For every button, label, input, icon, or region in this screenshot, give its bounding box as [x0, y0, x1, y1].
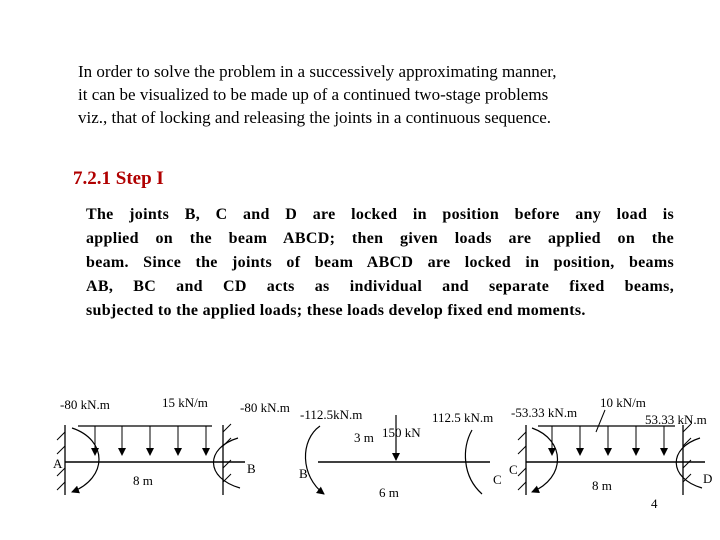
section-heading: 7.2.1 Step I	[73, 168, 164, 189]
moment-label: 112.5 kN.m	[432, 410, 494, 425]
moment-label: -53.33 kN.m	[511, 405, 578, 420]
udl-cd-arrows	[552, 426, 664, 455]
load-label: 10 kN/m	[600, 395, 646, 410]
udl-ab-arrows	[95, 426, 206, 455]
beam-bc	[299, 407, 502, 500]
joint-label-a: A	[53, 456, 63, 471]
moment-label: 53.33 kN.m	[645, 412, 707, 427]
span-label: 8 m	[592, 478, 612, 493]
beam-ab	[53, 395, 290, 495]
moment-label: -112.5kN.m	[300, 407, 363, 422]
page-number: 4	[651, 496, 658, 511]
moment-arrow-c	[532, 428, 558, 492]
span-label: 8 m	[133, 473, 153, 488]
intro-line: In order to solve the problem in a successively approximating manner,	[78, 62, 557, 81]
paragraph-line: beam. Since the joints of beam ABCD are locked in position, beams	[86, 254, 674, 271]
paragraph-line: subjected to the applied loads; these loads develop fixed end moments.	[86, 302, 586, 319]
intro-line: viz., that of locking and releasing the joints in a continuous sequence.	[78, 108, 552, 127]
intro-line: it can be visualized to be made up of a continued two-stage problems	[78, 85, 549, 104]
wall-b-hatch	[223, 424, 231, 482]
moment-label: -80 kN.m	[240, 400, 290, 415]
span-label: 6 m	[379, 485, 399, 500]
joint-label-d: D	[703, 471, 713, 486]
joint-label-b: B	[299, 466, 308, 481]
moment-arrow-d	[676, 438, 702, 488]
joint-label-b: B	[247, 461, 256, 476]
paragraph-line: applied on the beam ABCD; then given loads are applied on the	[86, 230, 674, 247]
beam-cd	[509, 395, 712, 511]
distance-label: 3 m	[354, 430, 374, 445]
moment-label: -80 kN.m	[60, 397, 110, 412]
paragraph-line: The joints B, C and D are locked in position before any load is	[86, 206, 674, 223]
wall-d-hatch	[683, 424, 691, 482]
joint-label-c: C	[509, 462, 518, 477]
paragraph-line: AB, BC and CD acts as individual and separate fixed beams,	[86, 278, 674, 295]
moment-arrow-b-right	[305, 426, 324, 494]
joint-label-c: C	[493, 472, 502, 487]
load-leader	[596, 410, 605, 432]
point-load-label: 150 kN	[382, 425, 421, 440]
load-label: 15 kN/m	[162, 395, 208, 410]
moment-arrow-b	[213, 438, 240, 488]
wall-c-hatch	[518, 432, 526, 490]
